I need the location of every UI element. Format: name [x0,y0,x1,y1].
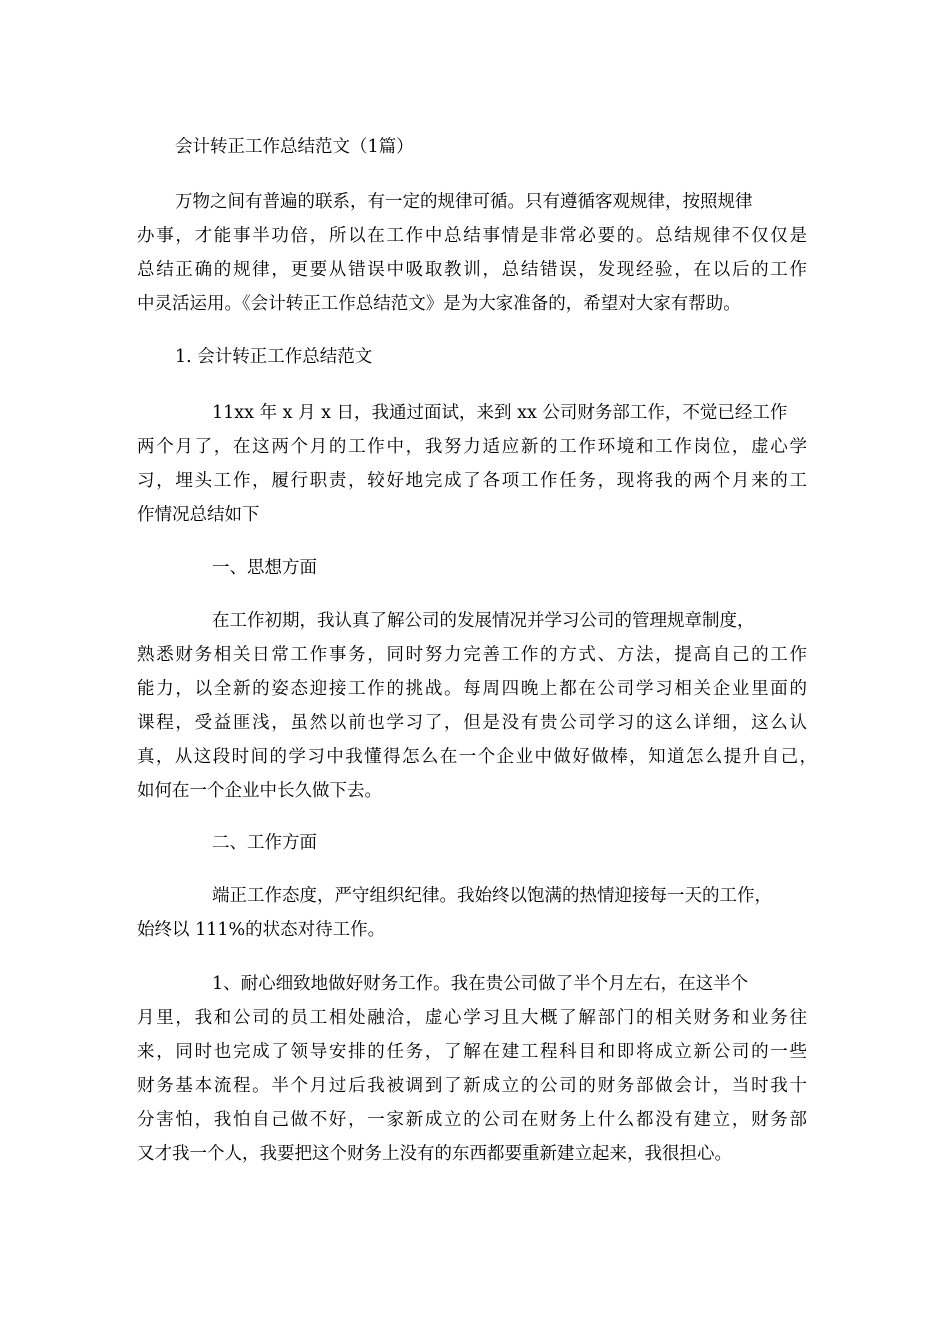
paragraph-line: 作情况总结如下 [137,505,260,525]
paragraph-line: 始终以 111%的状态对待工作。 [137,920,386,940]
paragraph-line: 熟悉财务相关日常工作事务，同时努力完善工作的方式、方法，提高自己的工作 [137,645,807,665]
intro-line: 中灵活运用。《会计转正工作总结范文》是为大家准备的，希望对大家有帮助。 [137,294,741,314]
paragraph-line: 课程，受益匪浅，虽然以前也学习了，但是没有贵公司学习的这么详细，这么认 [137,713,807,733]
paragraph-line: 能力，以全新的姿态迎接工作的挑战。每周四晚上都在公司学习相关企业里面的 [137,679,807,699]
paragraph-line: 两个月了，在这两个月的工作中，我努力适应新的工作环境和工作岗位，虚心学 [137,437,807,457]
document-title: 会计转正工作总结范文（1篇） [175,137,414,157]
paragraph-line: 端正工作态度，严守组织纪律。我始终以饱满的热情迎接每一天的工作， [212,886,772,906]
paragraph-line: 如何在一个企业中长久做下去。 [137,781,382,801]
section-heading: 1. 会计转正工作总结范文 [175,347,373,367]
intro-line: 总结正确的规律，更要从错误中吸取教训，总结错误，发现经验，在以后的工作 [137,260,807,280]
paragraph-line: 财务基本流程。半个月过后我被调到了新成立的公司的财务部做会计，当时我十 [137,1076,807,1096]
heading-work: 二、工作方面 [212,833,317,853]
intro-line: 办事，才能事半功倍，所以在工作中总结事情是非常必要的。总结规律不仅仅是 [137,226,807,246]
paragraph-line: 11xx 年 x 月 x 日，我通过面试，来到 xx 公司财务部工作，不觉已经工作 [212,403,788,423]
paragraph-line: 真，从这段时间的学习中我懂得怎么在一个企业中做好做棒，知道怎么提升自己， [137,747,817,767]
paragraph-line: 习，埋头工作，履行职责，较好地完成了各项工作任务，现将我的两个月来的工 [137,471,807,491]
paragraph-line: 分害怕，我怕自己做不好，一家新成立的公司在财务上什么都没有建立，财务部 [137,1110,807,1130]
paragraph-line: 1、耐心细致地做好财务工作。我在贵公司做了半个月左右，在这半个 [212,974,749,994]
paragraph-line: 月里，我和公司的员工相处融洽，虚心学习且大概了解部门的相关财务和业务往 [137,1008,807,1028]
heading-thought: 一、思想方面 [212,558,317,578]
paragraph-line: 在工作初期，我认真了解公司的发展情况并学习公司的管理规章制度， [212,611,755,631]
paragraph-line: 又才我一个人，我要把这个财务上没有的东西都要重新建立起来，我很担心。 [137,1144,732,1164]
paragraph-line: 来，同时也完成了领导安排的任务，了解在建工程科目和即将成立新公司的一些 [137,1042,807,1062]
intro-line: 万物之间有普遍的联系，有一定的规律可循。只有遵循客观规律，按照规律 [175,192,753,212]
